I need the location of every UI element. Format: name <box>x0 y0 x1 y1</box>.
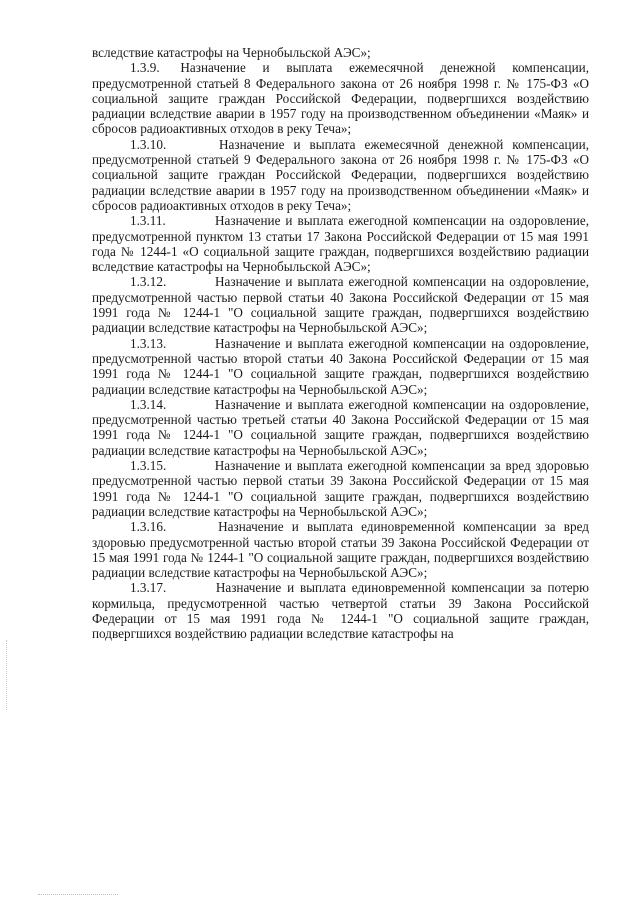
clause-1-3-16 <box>92 519 589 580</box>
clause-number: 1.3.15. <box>130 458 167 474</box>
clause-number: 1.3.14. <box>130 396 167 412</box>
clause-1-3-11 <box>92 213 589 274</box>
clause-1-3-10 <box>92 137 589 213</box>
scan-footer-artifact <box>38 894 118 897</box>
clause-1-3-17 <box>92 580 589 641</box>
clause-text: Назначение и выплата ежегодной компенсации за вред здоровью предусмотренной частью первой статьи 39 Закона Российской Федерации от 15 мая 1991 года № 1244-1 "О социальной защите граждан, подвергшихся воздействию радиации вследствие катастрофы на Чернобыльской АЭС»; <box>92 458 590 519</box>
clause-text: Назначение и выплата ежегодной компенсации на оздоровление, предусмотренной частью первой статьи 40 Закона Российской Федерации от 15 мая 1991 года № 1244-1 "О социальной защите граждан, подвергшихся воздействию радиации вследствие катастрофы на Чернобыльской АЭС»; <box>92 274 589 336</box>
clause-text: Назначение и выплата ежегодной компенсации на оздоровление, предусмотренной частью второй статьи 40 Закона Российской Федерации от 15 мая 1991 года № 1244-1 "О социальной защите граждан, подвергшихся воздействию радиации вследствие катастрофы на Чернобыльской АЭС»; <box>92 335 589 397</box>
clause-number: 1.3.11. <box>130 213 166 229</box>
clause-1-3-13 <box>92 336 589 397</box>
clause-1-3-15 <box>92 458 589 519</box>
scan-margin-artifact <box>6 640 8 710</box>
clause-text: Назначение и выплата ежемесячной денежной компенсации, предусмотренной статьей 9 Федерального закона от 26 ноября 1998 г. № 175-ФЗ «О социальной защите граждан Российской Федерации, подвергшихся воздействию радиации вследствие аварии в 1957 году на производственном объединении «Маяк» и сбросов радиоактивных отходов в реку Теча»; <box>92 136 590 213</box>
clause-text: Назначение и выплата ежегодной компенсации на оздоровление, предусмотренной пунктом 13 статьи 17 Закона Российской Федерации от 15 мая 1991 года № 1244-1 «О социальной защите граждан, подвергшихся воздействию радиации вследствие катастрофы на Чернобыльской АЭС»; <box>92 213 589 275</box>
clause-text: Назначение и выплата единовременной компенсации за вред здоровью предусмотренной частью второй статьи 39 Закона Российской Федерации от 15 мая 1991 года № 1244-1 "О социальной защите граждан, подвергшихся воздействию радиации вследствие катастрофы на Чернобыльской АЭС»; <box>92 519 589 581</box>
clause-1-3-14 <box>92 397 589 458</box>
intro-line <box>92 45 589 60</box>
clause-number: 1.3.10. <box>130 136 167 152</box>
clause-text: Назначение и выплата единовременной компенсации за потерю кормильца, предусмотренной частью четвертой статьи 39 Закона Российской Федерации от 15 мая 1991 года № 1244-1 "О социальной защите граждан, подвергшихся воздействию радиации вследствие катастрофы на <box>92 580 590 642</box>
clause-number: 1.3.12. <box>130 274 167 290</box>
clause-text: Назначение и выплата ежегодной компенсации на оздоровление, предусмотренной частью третьей статьи 40 Закона Российской Федерации от 15 мая 1991 года № 1244-1 "О социальной защите граждан, подвергшихся воздействию радиации вследствие катастрофы на Чернобыльской АЭС»; <box>92 396 589 458</box>
clause-1-3-12 <box>92 274 589 335</box>
clause-number: 1.3.13. <box>130 335 167 351</box>
clause-1-3-9 <box>92 60 589 136</box>
clause-text: Назначение и выплата ежемесячной денежной компенсации, предусмотренной статьей 8 Федерального закона от 26 ноября 1998 г. № 175-ФЗ «О социальной защите граждан Российской Федерации, подвергшихся воздействию радиации вследствие аварии в 1957 году на производственном объединении «Маяк» и сбросов радиоактивных отходов в реку Теча»; <box>92 60 589 137</box>
clause-number: 1.3.16. <box>130 519 167 535</box>
document-body <box>92 45 589 642</box>
clause-number: 1.3.9. <box>130 60 160 76</box>
intro-text: вследствие катастрофы на Чернобыльской АЭС»; <box>92 45 371 60</box>
clause-number: 1.3.17. <box>130 580 167 596</box>
